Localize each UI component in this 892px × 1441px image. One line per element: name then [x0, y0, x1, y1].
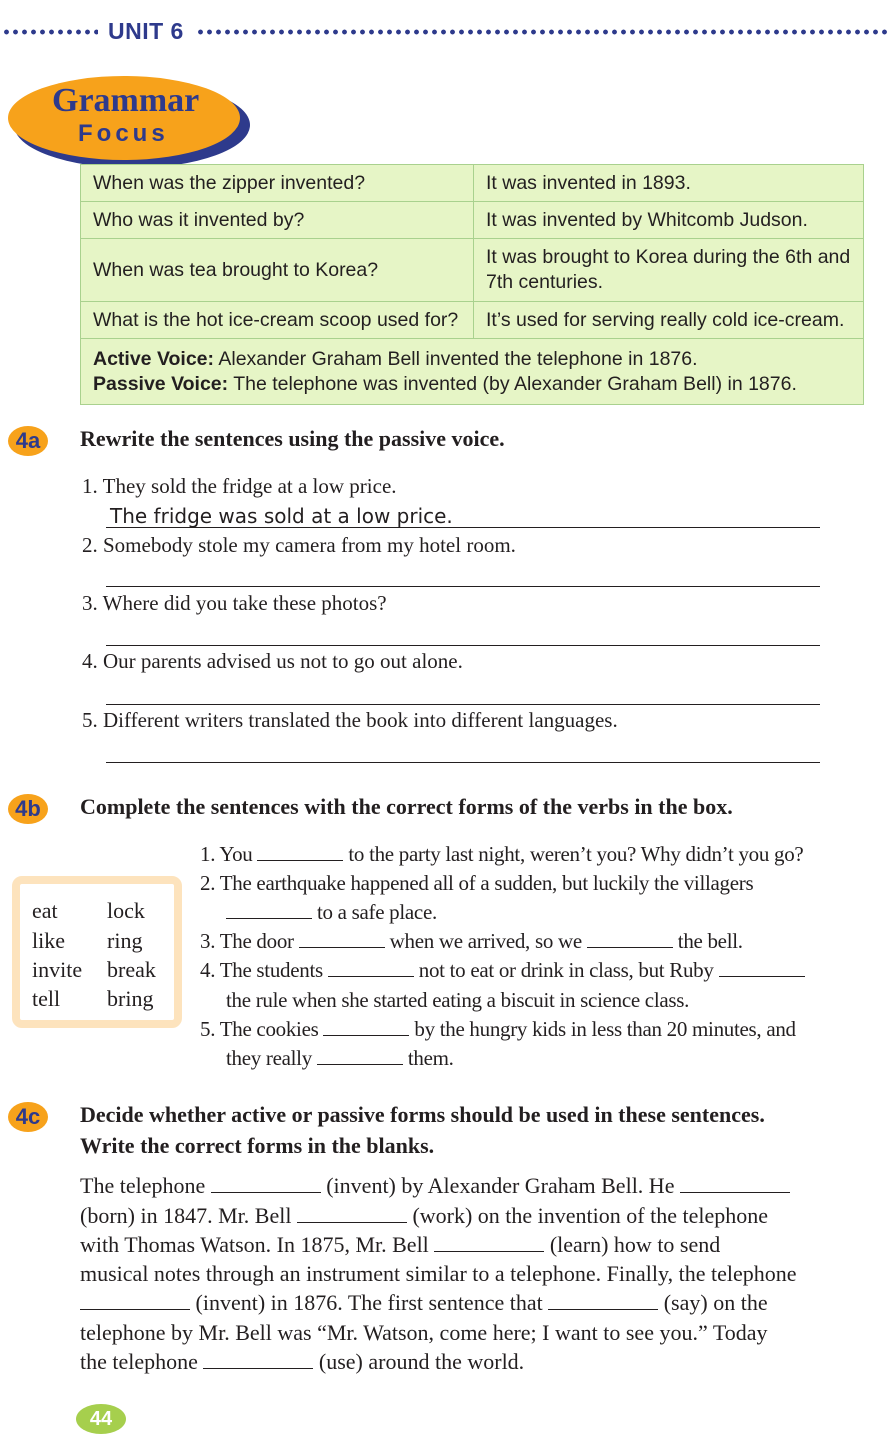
sentence-text: 1. You [200, 842, 253, 866]
badge-title: Grammar [52, 82, 200, 119]
word-box-item: invite [32, 957, 83, 982]
header-dots-left [2, 29, 98, 35]
blank-field[interactable] [328, 958, 414, 977]
sentence-text: to the party last night, weren’t you? Why didn’t you go? [348, 842, 804, 866]
paragraph-text: musical notes through an instrument similar to a telephone. Finally, the telephone [80, 1261, 797, 1286]
passive-voice-text: The telephone was invented (by Alexander Graham Bell) in 1876. [228, 372, 797, 395]
blank-field[interactable] [548, 1291, 658, 1310]
section-4a-badge: 4a [8, 426, 48, 456]
word-box-item: tell [32, 986, 61, 1011]
section-4b-badge: 4b [8, 794, 48, 824]
paragraph-text: (use) around the world. [318, 1349, 525, 1374]
active-voice-label: Active Voice: [93, 347, 215, 370]
blank-field[interactable] [434, 1233, 544, 1252]
section-4c-title-line1: Decide whether active or passive forms should be used in these sentences. [80, 1102, 765, 1127]
exercise-line [200, 929, 743, 954]
word-box-item: like [32, 928, 65, 953]
table-row [81, 302, 864, 339]
exercise-line [200, 1017, 796, 1042]
list-item: 1. They sold the fridge at a low price. [82, 474, 397, 498]
paragraph-text: (born) in 1847. Mr. Bell [80, 1203, 292, 1228]
paragraph-text: (say) on the [663, 1290, 768, 1315]
paragraph-line [80, 1320, 768, 1346]
sentence-text: not to eat or drink in class, but Ruby [418, 958, 714, 982]
answer-cell: It was invented in 1893. [474, 165, 864, 202]
sentence-text: them. [407, 1046, 454, 1070]
word-box-item: ring [107, 928, 143, 953]
answer-line[interactable] [106, 645, 820, 646]
blank-field[interactable] [317, 1046, 403, 1065]
paragraph-line [80, 1261, 796, 1287]
exercise-line [226, 1046, 454, 1071]
answer-line[interactable] [106, 527, 820, 528]
example-answer: The fridge was sold at a low price. [110, 504, 453, 528]
paragraph-text: The telephone [80, 1173, 206, 1198]
table-row [81, 202, 864, 239]
table-row [81, 165, 864, 202]
sentence-text: 4. The students [200, 958, 323, 982]
active-voice-line [93, 347, 851, 372]
list-item: 5. Different writers translated the book into different languages. [82, 708, 618, 732]
word-box-item: break [107, 957, 156, 982]
paragraph-line [80, 1349, 524, 1375]
word-box-item: eat [32, 898, 58, 923]
blank-field[interactable] [297, 1204, 407, 1223]
answer-line[interactable] [106, 704, 820, 705]
table-row [81, 339, 864, 405]
answer-cell: It was invented by Whitcomb Judson. [474, 202, 864, 239]
paragraph-text: (work) on the invention of the telephone [412, 1203, 769, 1228]
blank-field[interactable] [587, 929, 673, 948]
blank-field[interactable] [257, 842, 343, 861]
question-cell: When was the zipper invented? [81, 165, 474, 202]
paragraph-text: (learn) how to send [549, 1232, 721, 1257]
table-row [81, 239, 864, 302]
paragraph-line [80, 1173, 790, 1199]
page-number: 44 [76, 1404, 126, 1434]
unit-title: UNIT 6 [108, 18, 184, 44]
passive-voice-line [93, 372, 851, 397]
active-voice-text: Alexander Graham Bell invented the telephone in 1876. [214, 347, 698, 370]
paragraph-line [80, 1203, 768, 1229]
sentence-text: 5. The cookies [200, 1017, 319, 1041]
list-item: 2. Somebody stole my camera from my hotel room. [82, 533, 516, 557]
list-item: 4. Our parents advised us not to go out alone. [82, 649, 463, 673]
answer-line[interactable] [106, 762, 820, 763]
section-4a-title: Rewrite the sentences using the passive voice. [80, 426, 505, 451]
sentence-text: to a safe place. [316, 900, 437, 924]
paragraph-text: the telephone [80, 1349, 198, 1374]
paragraph-line [80, 1232, 720, 1258]
grammar-table [80, 164, 864, 405]
answer-line[interactable] [106, 586, 820, 587]
header-dots-right [196, 29, 890, 35]
sentence-text: the rule when she started eating a biscuit in science class. [226, 988, 690, 1012]
exercise-line [226, 988, 689, 1013]
badge-subtitle: Focus [78, 120, 169, 147]
blank-field[interactable] [203, 1350, 313, 1369]
answer-cell: It’s used for serving really cold ice-cream. [474, 302, 864, 339]
blank-field[interactable] [226, 900, 312, 919]
answer-cell: It was brought to Korea during the 6th and 7th centuries. [474, 239, 864, 302]
sentence-text: by the hungry kids in less than 20 minutes, and [414, 1017, 796, 1041]
paragraph-text: telephone by Mr. Bell was “Mr. Watson, come here; I want to see you.” Today [80, 1320, 768, 1345]
blank-field[interactable] [719, 958, 805, 977]
word-box-item: bring [107, 986, 154, 1011]
paragraph-text: (invent) in 1876. The first sentence that [195, 1290, 543, 1315]
section-4c-badge: 4c [8, 1102, 48, 1132]
passive-voice-label: Passive Voice: [93, 372, 229, 395]
sentence-text: 3. The door [200, 929, 294, 953]
paragraph-text: with Thomas Watson. In 1875, Mr. Bell [80, 1232, 429, 1257]
exercise-line [200, 871, 753, 896]
section-4b-title: Complete the sentences with the correct forms of the verbs in the box. [80, 794, 733, 819]
exercise-line [200, 958, 805, 983]
paragraph-line [80, 1290, 768, 1316]
voice-example-cell [81, 339, 864, 405]
section-4c-title-line2: Write the correct forms in the blanks. [80, 1133, 435, 1158]
list-item: 3. Where did you take these photos? [82, 591, 387, 615]
sentence-text: when we arrived, so we [389, 929, 582, 953]
sentence-text: the bell. [677, 929, 743, 953]
word-box-item: lock [107, 898, 145, 923]
sentence-text: they really [226, 1046, 312, 1070]
question-cell: When was tea brought to Korea? [81, 239, 474, 302]
blank-field[interactable] [299, 929, 385, 948]
question-cell: Who was it invented by? [81, 202, 474, 239]
question-cell: What is the hot ice-cream scoop used for? [81, 302, 474, 339]
blank-field[interactable] [323, 1017, 409, 1036]
blank-field[interactable] [80, 1291, 190, 1310]
blank-field[interactable] [680, 1174, 790, 1193]
blank-field[interactable] [211, 1174, 321, 1193]
sentence-text: 2. The earthquake happened all of a sudden, but luckily the villagers [200, 871, 754, 895]
exercise-line [226, 900, 437, 925]
exercise-line [200, 842, 803, 867]
paragraph-text: (invent) by Alexander Graham Bell. He [326, 1173, 675, 1198]
